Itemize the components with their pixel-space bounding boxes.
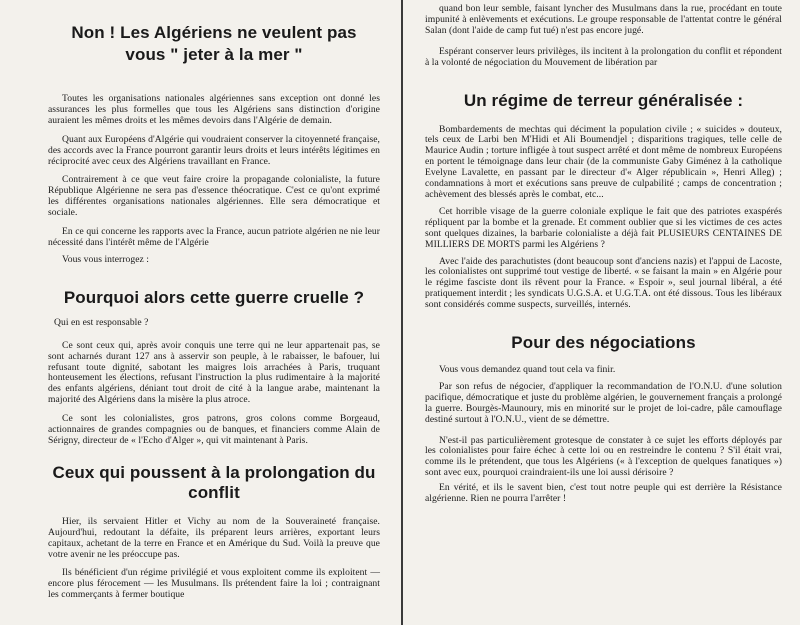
paragraph-europeens: Quant aux Européens d'Algérie qui voudraient conserver la citoyenneté française, des accords avec la France pourront garantir leurs droits et leurs intérêts légitimes en réciprocité avec ceux des Algériens travaillant en France. bbox=[48, 133, 380, 167]
paragraph-bombardements: Bombardements de mechtas qui déciment la population civile ; « suicides » douteux, tels ceux de Larbi ben M'Hidi et Ali Boumendjel ; disparitions tragiques, telle celle de Maurice Audin ; torture infligée à tout suspect arrêté et dont même de nombreux Européens en portent le témoignage dans leur chair (de la communiste Gaby Giménez à la catholique Evelyne Lavalette, en passant par le directeur d'« Alger républicain », Henri Alleg) ; condamnations à mort et exécutions sans preuve de culpabilité ; camps de concentration ; achèvement des blessés après le combat, etc... bbox=[425, 123, 782, 200]
title1-line1: Non ! Les Algériens ne veulent pas bbox=[71, 23, 357, 42]
paragraph-interrogez: Vous vous interrogez : bbox=[62, 253, 149, 265]
title-negociations: Pour des négociations bbox=[511, 333, 696, 353]
paragraph-rapports-france: En ce qui concerne les rapports avec la France, aucun patriote algérien ne nie leur nécessité dans l'intérêt même de l'Algérie bbox=[48, 226, 380, 248]
title-regime-terreur: Un régime de terreur généralisée : bbox=[463, 90, 744, 110]
paragraph-quand-finir: Vous vous demandez quand tout cela va finir. bbox=[439, 364, 616, 376]
title-pourquoi-guerre: Pourquoi alors cette guerre cruelle ? bbox=[63, 287, 365, 307]
paragraph-colonialistes: Ce sont les colonialistes, gros patrons, gros colons comme Borgeaud, actionnaires de grandes compagnies ou de banques, et financiers comme Alain de Sérigny, directeur de « l'Echo d'Alger », qui vit maintenant à Paris. bbox=[48, 413, 380, 446]
paragraph-propagande: Contrairement à ce que veut faire croire la propagande colonialiste, la future République Algérienne ne sera pas d'essence théocratique. C'est ce qu'ont exprimé les différentes organisations nationales algériennes. Elle sera démocratique et sociale. bbox=[48, 174, 380, 219]
paragraph-organisations: Toutes les organisations nationales algériennes sans exception ont donné les assurances les plus formelles que tous les Algériens sans distinction d'origine auraient les mêmes droits et les mêmes devoirs dans l'Algérie de demain. bbox=[48, 93, 380, 126]
title1-line2: vous " jeter à la mer " bbox=[125, 45, 303, 64]
paragraph-hitler-vichy: Hier, ils servaient Hitler et Vichy au nom de la Souveraineté française. Aujourd'hui, redoutant la défaite, ils préparent leurs arrières, exportant leurs capitaux, achetant de la terre en France et en Amérique du Sud. Voilà la preuve que votre avenir ne les préoccupe pas. bbox=[48, 515, 380, 560]
paragraph-grotesque: N'est-il pas particulièrement grotesque de constater à ce sujet les efforts déployés par les colonialistes pour faire échec à cette loi ou en restreindre le contenu ? S'il était vrai, comme ils le prétendent, que tous les Algériens (« à l'exception de quelques fanatiques ») sont avec eux, pourquoi craindraient-ils une loi aussi dérisoire ? bbox=[425, 434, 782, 479]
paragraph-refus-negocier: Par son refus de négocier, d'appliquer la recommandation de l'O.N.U. d'une solution pacifique, démocratique et juste du problème algérien, le gouvernement français a prolongé la guerre. Bourgès-Maunoury, mis en minorité sur le projet de loi-cadre, pâle camouflage destiné surtout à l'O.N.U., vient de se démettre. bbox=[425, 380, 782, 425]
paragraph-esperant: Espérant conserver leurs privilèges, ils incitent à la prolongation du conflit et répondent à la volonté de négociation du Mouvement de libération par bbox=[425, 45, 782, 68]
title-non-les-algeriens bbox=[48, 22, 380, 66]
paragraph-responsable: Qui en est responsable ? bbox=[54, 316, 149, 328]
right-page bbox=[403, 0, 800, 625]
paragraph-lyncher: quand bon leur semble, faisant lyncher des Musulmans dans la rue, procédant en toute impunité à enlèvements et exécutions. Le groupe responsable de l'attentat contre le général Salan (dont l'aide de camp fut tué) n'est pas encore jugé. bbox=[425, 3, 782, 36]
paragraph-horrible-visage: Cet horrible visage de la guerre coloniale explique le fait que des patriotes exaspérés répliquent par la bombe et la grenade. Et comment oublier que si les victimes de ces actes sont quelques dizaines, la barbarie colonialiste a déjà fait PLUSIEURS CENTAINES DE MILLIERS DE MORTS parmi les Algériens ? bbox=[425, 205, 782, 250]
paragraph-parachutistes: Avec l'aide des parachutistes (dont beaucoup sont d'anciens nazis) et l'appui de Lacoste, les colonialistes ont supprimé tout vestige de liberté. « se faisant la main » en Algérie pour le régime fasciste dont ils rêvent pour la France. « Espoir », seul journal libéral, a été pratiquement interdit ; les syndicats U.G.S.A. et U.G.T.A. ont été dissous. Tous les libéraux sont considérés comme suspects, surveillés, internés. bbox=[425, 255, 782, 311]
paragraph-verite: En vérité, et ils le savent bien, c'est tout notre peuple qui est derrière la Résistance algérienne. Rien ne pourra l'arrêter ! bbox=[425, 482, 782, 505]
paragraph-ceux-qui: Ce sont ceux qui, après avoir conquis une terre qui ne leur appartenait pas, se sont acharnés durant 127 ans à asservir son peuple, à le rabaisser, le bafouer, lui refusant toute dignité, sabotant les maigres lois arrachées à Paris, truquant honteusement les élections, refusant l'instruction la plus rudimentaire à la majorité des enfants algériens, déniant tout droit de cité à la langue arabe, maintenant la majorité des Algériens dans la misère la plus atroce. bbox=[48, 339, 380, 406]
paragraph-privileges: Ils bénéficient d'un régime privilégié et vous exploitent comme ils exploitent — encore plus férocement — les Musulmans. Ils prétendent faire la loi ; contraignant les commerçants à fermer boutique bbox=[48, 567, 380, 601]
title-prolongation-conflit: Ceux qui poussent à la prolongation du conflit bbox=[52, 462, 376, 502]
